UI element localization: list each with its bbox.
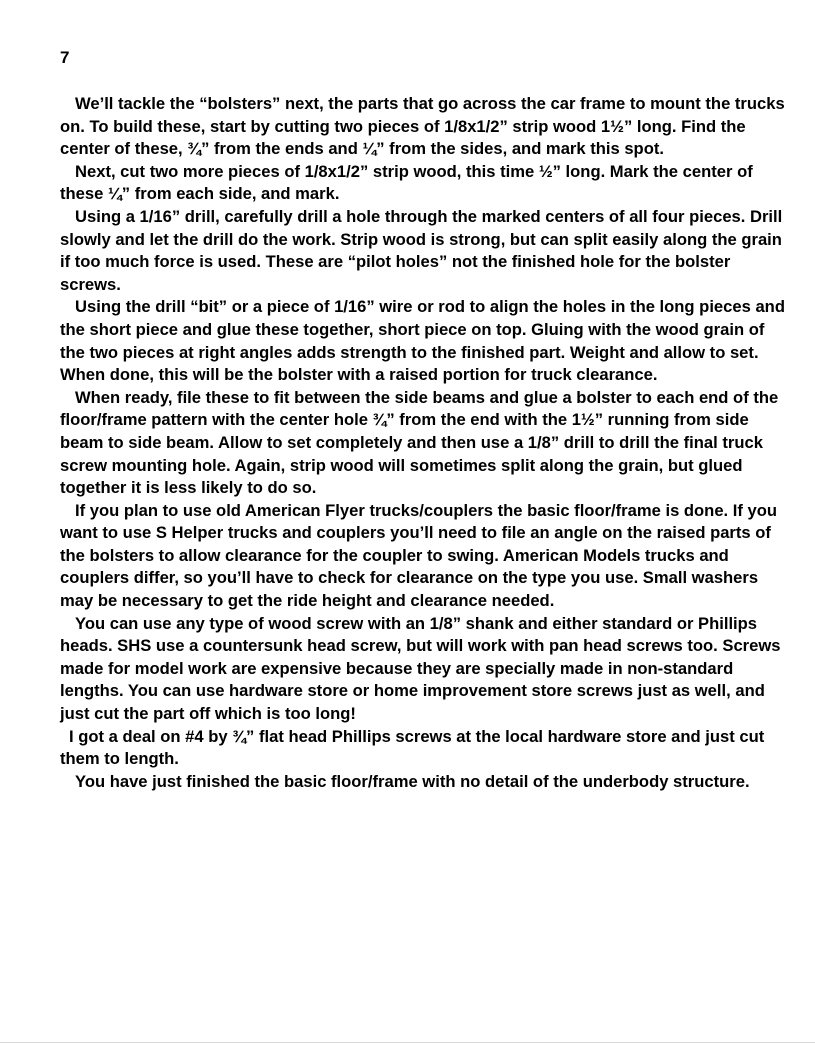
paragraph-bolsters-intro: We’ll tackle the “bolsters” next, the parts that go across the car frame to mount the trucks on. To build these, start by cutting two pieces of 1/8x1/2” strip wood 1½” long. Find the center of these, ¾” from the ends and ¼” from the sides, and mark this spot. (60, 94, 785, 159)
paragraph-gluing: Using the drill “bit” or a piece of 1/16” wire or rod to align the holes in the long pieces and the short piece and glue these together, short piece on top. Gluing with the wood grain of the two pieces at right angles adds strength to the finished part. Weight and allow to set. When done, this will be the bolster with a raised portion for truck clearance. (60, 297, 785, 385)
page-number: 7 (60, 48, 70, 67)
paragraph-short-pieces: Next, cut two more pieces of 1/8x1/2” strip wood, this time ½” long. Mark the center of these ¼” from each side, and mark. (60, 161, 753, 204)
paragraph-conclusion: You have just finished the basic floor/frame with no detail of the underbody structure. (75, 771, 750, 791)
body-text (60, 93, 785, 793)
paragraph-drilling: Using a 1/16” drill, carefully drill a hole through the marked centers of all four pieces. Drill slowly and let the drill do the work. Strip wood is strong, but can split easily along the grain if too much force is used. These are “pilot holes” not the finished hole for the bolster screws. (60, 206, 783, 294)
paragraph-fitting: When ready, file these to fit between the side beams and glue a bolster to each end of the floor/frame pattern with the center hole ¾” from the end with the 1½” running from side beam to side beam. Allow to set completely and then use a 1/8” drill to drill the final truck screw mounting hole. Again, strip wood will sometimes split along the grain, but glued together it is less likely to do so. (60, 387, 779, 498)
paragraph-trucks-couplers: If you plan to use old American Flyer trucks/couplers the basic floor/frame is done. If you want to use S Helper trucks and couplers you’ll need to file an angle on the raised parts of the bolsters to allow clearance for the coupler to swing. American Models trucks and couplers differ, so you’ll have to check for clearance on the type you use. Small washers may be necessary to get the ride height and clearance needed. (60, 500, 778, 611)
paragraph-screws: You can use any type of wood screw with an 1/8” shank and either standard or Phillips heads. SHS use a countersunk head screw, but will work with pan head screws too. Screws made for model work are expensive because they are specially made in non-standard lengths. You can use hardware store or home improvement store screws just as well, and just cut the part off which is too long! (60, 613, 781, 724)
paragraph-hardware-deal: I got a deal on #4 by ¾” flat head Phillips screws at the local hardware store and just cut them to length. (60, 726, 765, 769)
